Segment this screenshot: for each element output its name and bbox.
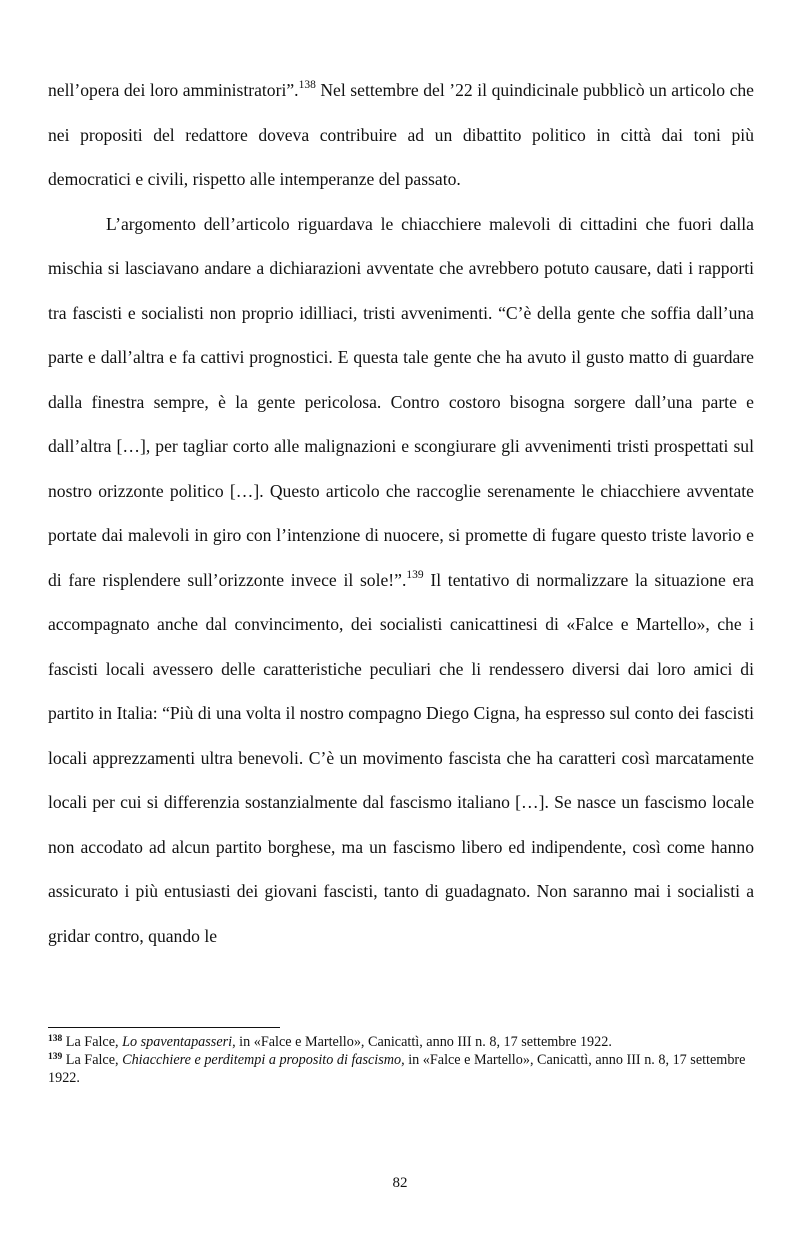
page-number: 82 bbox=[392, 1175, 408, 1191]
paragraph-1-text-start: nell’opera dei loro amministratori”. bbox=[48, 80, 299, 100]
footnote-title: Lo spaventapasseri bbox=[122, 1034, 233, 1050]
footnote-number: 139 bbox=[48, 1052, 63, 1062]
footnote-text: , in «Falce e Martello», Canicattì, anno III n. 8, 17 settembre 1922. bbox=[48, 1052, 746, 1086]
paragraph-1-text-end: Nel settembre del ’22 il quindicinale pubblicò un articolo che nei propositi del redattore doveva contribuire ad un dibattito politico in città dai toni più democratici e civili, rispetto alle intemperanze del passato. bbox=[48, 80, 754, 189]
footnote-139 bbox=[48, 1051, 754, 1087]
footnote-text: La Falce, bbox=[62, 1052, 123, 1068]
paragraph-2-text-start: L’argomento dell’articolo riguardava le chiacchiere malevoli di cittadini che fuori dalla mischia si lasciavano andare a dichiarazioni avventate che avrebbero potuto causare, dati i rapporti tra fascisti e socialisti non proprio idilliaci, tristi avvenimenti. “C’è della gente che soffia dall’una parte e dall’altra e fa cattivi prognostici. E questa tale gente che ha avuto il gusto matto di guardare dalla finestra sempre, è la gente pericolosa. Contro costoro bisogna sorgere dall’una parte e dall’altra […], per tagliar corto alle malignazioni e scongiurare gli avvenimenti tristi prospettati sul nostro orizzonte politico […]. Questo articolo che raccoglie serenamente le chiacchiere avventate portate dai malevoli in giro con l’intenzione di nuocere, si promette di fugare questo triste lavorio e di fare risplendere sull’orizzonte invece il sole!”. bbox=[48, 213, 754, 590]
footnote-ref-138[interactable]: 138 bbox=[298, 79, 316, 91]
paragraph-1 bbox=[48, 68, 754, 202]
footnotes bbox=[48, 1033, 754, 1087]
footnote-text: La Falce, bbox=[62, 1034, 123, 1050]
footnote-number: 138 bbox=[48, 1034, 63, 1044]
footnote-separator bbox=[48, 1027, 280, 1028]
body-text bbox=[48, 68, 754, 958]
footnote-138 bbox=[48, 1033, 754, 1051]
footnote-ref-139[interactable]: 139 bbox=[406, 568, 424, 581]
footnote-text: , in «Falce e Martello», Canicattì, anno III n. 8, 17 settembre 1922. bbox=[232, 1034, 612, 1050]
paragraph-2 bbox=[48, 202, 754, 959]
paragraph-2-text-end: Il tentativo di normalizzare la situazione era accompagnato anche dal convincimento, dei socialisti canicattinesi di «Falce e Martello», che i fascisti locali avessero delle caratteristiche peculiari che li rendessero diversi dai loro amici di partito in Italia: “Più di una volta il nostro compagno Diego Cigna, ha espresso sul conto dei fascisti locali apprezzamenti ultra benevoli. C’è un movimento fascista che ha caratteri così marcatamente locali per cui si differenzia sostanzialmente dal fascismo italiano […]. Se nasce un fascismo locale non accodato ad alcun partito borghese, ma un fascismo libero ed indipendente, così come hanno assicurato i più entusiasti dei giovani fascisti, tanto di guadagnato. Non saranno mai i socialisti a gridar contro, quando le bbox=[48, 569, 754, 946]
footnote-title: Chiacchiere e perditempi a proposito di fascismo bbox=[122, 1052, 402, 1068]
